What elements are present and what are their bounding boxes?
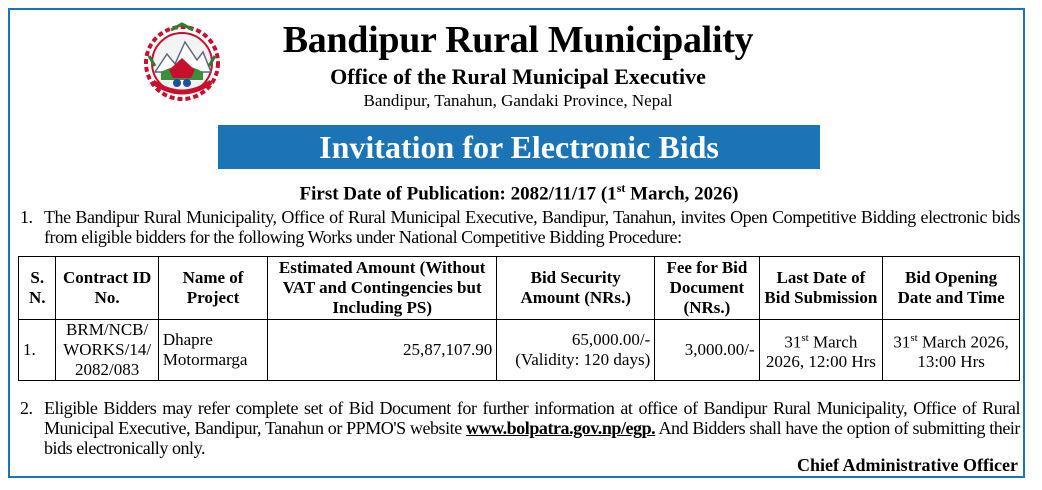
table-row <box>19 320 1020 381</box>
cell-contract-id: BRM/NCB/ WORKS/14/ 2082/083 <box>56 320 158 381</box>
table-header-row <box>19 257 1020 320</box>
publication-date-prefix: First Date of Publication: 2082/11/17 (1 <box>299 183 617 205</box>
paragraph-1 <box>20 207 1020 247</box>
cell-opening-date <box>883 320 1020 381</box>
paragraph-1-number: 1. <box>20 207 33 227</box>
col-header-contract-id: Contract ID No. <box>56 257 158 320</box>
paragraph-2 <box>20 398 1020 458</box>
paragraph-2-number: 2. <box>20 398 33 418</box>
notice-banner: Invitation for Electronic Bids <box>218 125 820 169</box>
col-header-project: Name of Project <box>158 257 267 320</box>
bids-table <box>18 256 1020 381</box>
cell-last-date <box>759 320 883 381</box>
publication-date <box>218 177 820 205</box>
office-address: Bandipur, Tanahun, Gandaki Province, Nepal <box>363 91 673 110</box>
cell-estimated-amount: 25,87,107.90 <box>268 320 497 381</box>
ppmo-website-link[interactable]: www.bolpatra.gov.np/egp. <box>465 418 656 438</box>
col-header-sn: S. N. <box>19 257 56 320</box>
last-date-rest: March 2026, 12:00 Hrs <box>765 332 876 372</box>
paragraph-2-text-after: And Bidders shall have the option of submitting their bids electronically only. <box>44 418 1020 458</box>
last-date-sup: st <box>801 331 809 344</box>
signature-title: Chief Administrative Officer <box>797 455 1018 475</box>
col-header-fee: Fee for Bid Document (NRs.) <box>655 257 759 320</box>
paragraph-2-text <box>44 398 1020 458</box>
cell-fee: 3,000.00/- <box>655 320 759 381</box>
bid-security-amount: 65,000.00/- <box>571 330 651 349</box>
municipality-title: Bandipur Rural Municipality <box>282 19 754 61</box>
bid-security-validity: (Validity: 120 days) <box>515 350 651 369</box>
last-date-day: 31 <box>784 332 802 352</box>
cell-sn: 1. <box>19 320 56 381</box>
office-subtitle: Office of the Rural Municipal Executive <box>330 64 706 89</box>
cell-bid-security <box>497 320 655 381</box>
opening-date-day: 31 <box>893 332 911 352</box>
paragraph-1-text: The Bandipur Rural Municipality, Office of Rural Municipal Executive, Bandipur, Tanahun, invites Open Competitive Bidding electronic bids from eligible bidders for the following Works under National Competitive Bidding Procedure: <box>44 207 1020 247</box>
col-header-last-date: Last Date of Bid Submission <box>759 257 883 320</box>
opening-date-sup: st <box>910 331 918 344</box>
publication-date-sup: st <box>616 181 626 195</box>
col-header-opening-date: Bid Opening Date and Time <box>883 257 1020 320</box>
cell-project: Dhapre Motormarga <box>158 320 267 381</box>
publication-date-suffix: March, 2026) <box>625 183 739 205</box>
opening-date-rest: March 2026, 13:00 Hrs <box>917 332 1009 372</box>
col-header-bid-security: Bid Security Amount (NRs.) <box>497 257 655 320</box>
nepal-government-emblem-icon <box>141 20 223 102</box>
paragraph-2-text-before: Eligible Bidders may refer complete set of Bid Document for further information at office of Bandipur Rural Municipality, Office of Rural Municipal Executive, Bandipur, Tanahun or PPMO'S website <box>44 398 1020 438</box>
col-header-estimated-amount: Estimated Amount (Without VAT and Contingencies but Including PS) <box>268 257 497 320</box>
